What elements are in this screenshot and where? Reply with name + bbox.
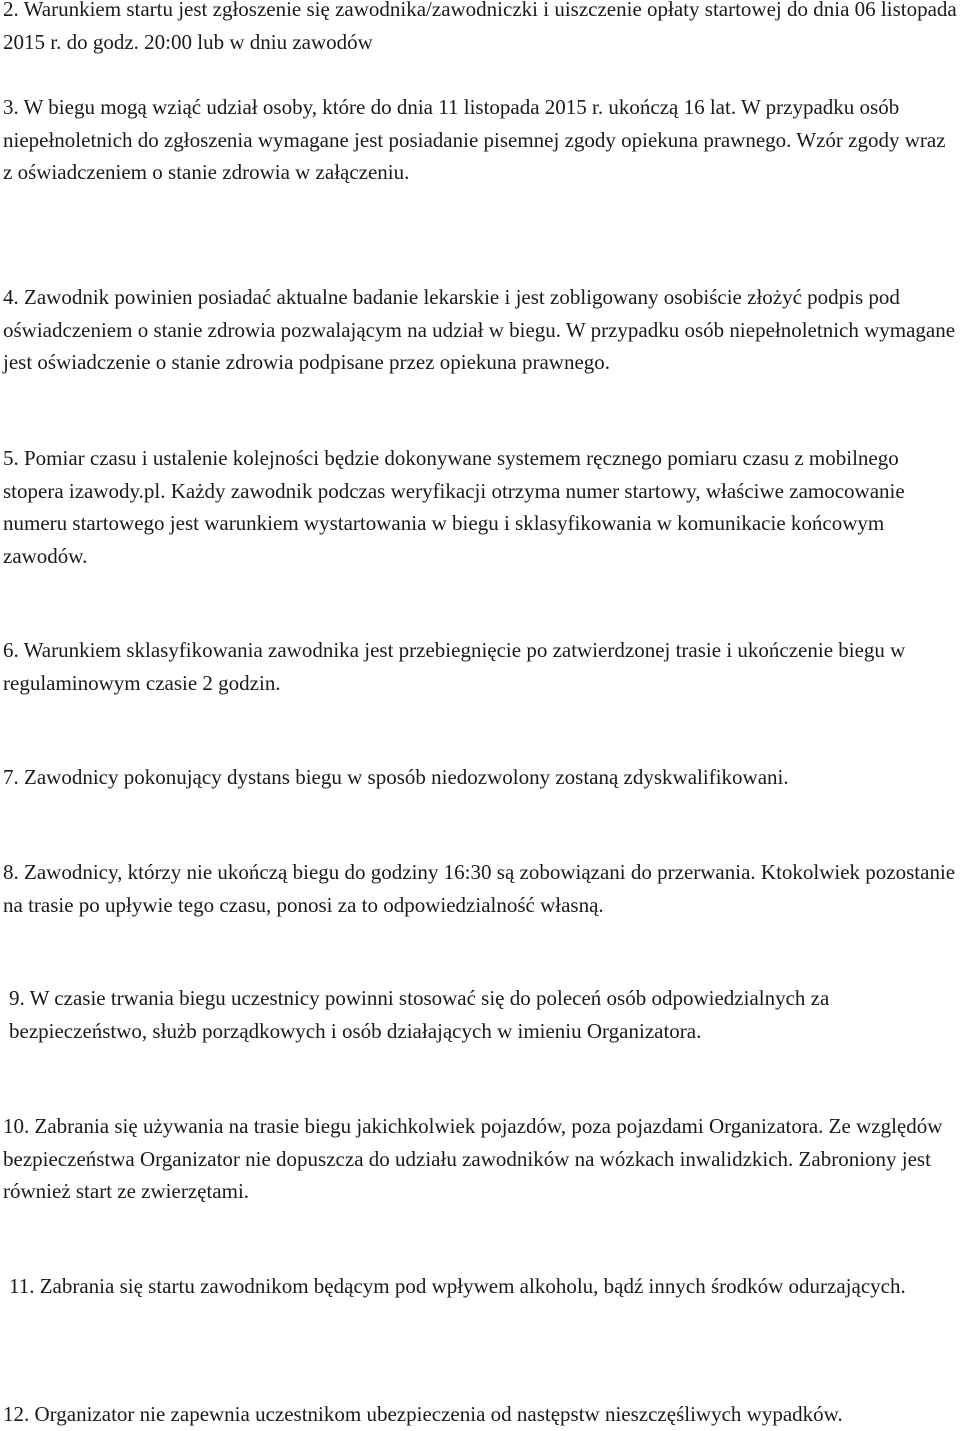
paragraph-3: 3. W biegu mogą wziąć udział osoby, które do dnia 11 listopada 2015 r. ukończą 16 lat. W przypadku osób niepełnoletnich do zgłoszenia wymagane jest posiadanie pisemnej zgody opiekuna prawnego. Wzór zgody wraz z oświadczeniem o stanie zdrowia w załączeniu.	[3, 95, 946, 184]
paragraph-6: 6. Warunkiem sklasyfikowania zawodnika jest przebiegnięcie po zatwierdzonej trasie i ukończenie biegu w regulaminowym czasie 2 godzin.	[3, 638, 906, 695]
paragraph-11: 11. Zabrania się startu zawodnikom będącym pod wpływem alkoholu, bądź innych środków odurzających.	[9, 1274, 906, 1298]
paragraph-9: 9. W czasie trwania biegu uczestnicy powinni stosować się do poleceń osób odpowiedzialnych za bezpieczeństwo, służb porządkowych i osób działających w imieniu Organizatora.	[9, 986, 830, 1043]
paragraph-5: 5. Pomiar czasu i ustalenie kolejności będzie dokonywane systemem ręcznego pomiaru czasu z mobilnego stopera izawody.pl. Każdy zawodnik podczas weryfikacji otrzyma numer startowy, właściwe zamocowanie numeru startowego jest warunkiem wystartowania w biegu i sklasyfikowania w komunikacie końcowym zawodów.	[3, 446, 905, 568]
paragraph-12: 12. Organizator nie zapewnia uczestnikom ubezpieczenia od następstw nieszczęśliwych wypadków.	[3, 1402, 843, 1426]
paragraph-8: 8. Zawodnicy, którzy nie ukończą biegu do godziny 16:30 są zobowiązani do przerwania. Ktokolwiek pozostanie na trasie po upływie tego czasu, ponosi za to odpowiedzialność własną.	[3, 860, 956, 917]
paragraph-10: 10. Zabrania się używania na trasie biegu jakichkolwiek pojazdów, poza pojazdami Organizatora. Ze względów bezpieczeństwa Organizator nie dopuszcza do udziału zawodników na wózkach inwalidzkich. Zabroniony jest również start ze zwierzętami.	[3, 1114, 943, 1203]
paragraph-4: 4. Zawodnik powinien posiadać aktualne badanie lekarskie i jest zobligowany osobiście złożyć podpis pod oświadczeniem o stanie zdrowia pozwalającym na udział w biegu. W przypadku osób niepełnoletnich wymagane jest oświadczenie o stanie zdrowia podpisane przez opiekuna prawnego.	[3, 285, 956, 374]
paragraph-7: 7. Zawodnicy pokonujący dystans biegu w sposób niedozwolony zostaną zdyskwalifikowani.	[3, 765, 789, 789]
paragraph-2: 2. Warunkiem startu jest zgłoszenie się zawodnika/zawodniczki i uiszczenie opłaty startowej do dnia 06 listopada 2015 r. do godz. 20:00 lub w dniu zawodów	[3, 0, 957, 54]
